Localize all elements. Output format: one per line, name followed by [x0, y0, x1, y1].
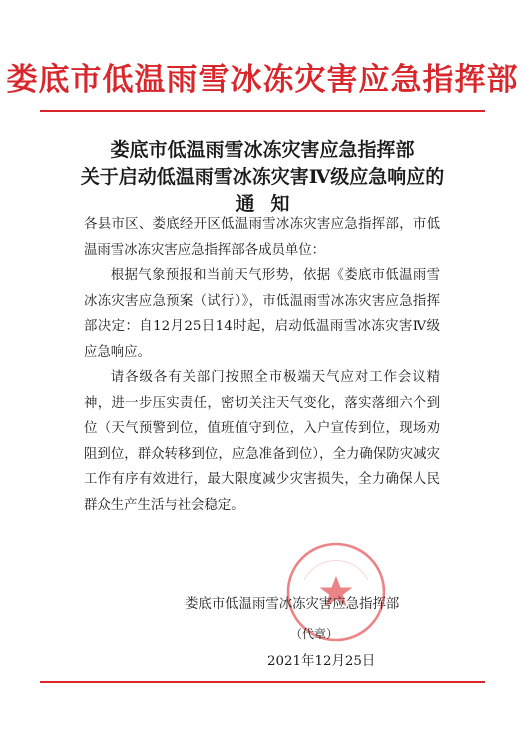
- title-line-1: 娄底市低温雨雪冰冻灾害应急指挥部: [110, 139, 415, 161]
- signature-note: （代章）: [290, 627, 339, 641]
- org-header: 娄底市低温雨雪冰冻灾害应急指挥部: [6, 62, 519, 98]
- title-line-2: 关于启动低温雨雪冰冻灾害Ⅳ级应急响应的: [80, 166, 445, 188]
- paragraph-2: 请各级各有关部门按照全市极端天气应对工作会议精神，进一步压实责任，密切关注天气变化，落实落细六个到位（天气预警到位，值班值守到位，入户宣传到位，现场劝阻到位，群众转移到位，应急准备到位），全力确保防灾减灾工作有序有效进行，最大限度减少灾害损失，全力确保人民群众生产生活与社会稳定。: [84, 370, 440, 513]
- recipients: 各县市区、娄底经开区低温雨雪冰冻灾害应急指挥部，市低温雨雪冰冻灾害应急指挥部各成员单位：: [84, 217, 440, 258]
- document-body: [84, 212, 440, 518]
- signature-date: 2021年12月25日: [267, 654, 376, 669]
- header-red-rule: [40, 110, 485, 112]
- footer-red-rule: [40, 681, 485, 683]
- title-line-3: 通知: [235, 193, 306, 215]
- paragraph-1: 根据气象预报和当前天气形势，依据《娄底市低温雨雪冰冻灾害应急预案（试行）》，市低温雨雪冰冻灾害应急指挥部决定：自12月25日14时起，启动低温雨雪冰冻灾害Ⅳ级应急响应。: [84, 268, 440, 360]
- signature-org: 娄底市低温雨雪冰冻灾害应急指挥部: [185, 597, 400, 612]
- document-title: [0, 137, 525, 218]
